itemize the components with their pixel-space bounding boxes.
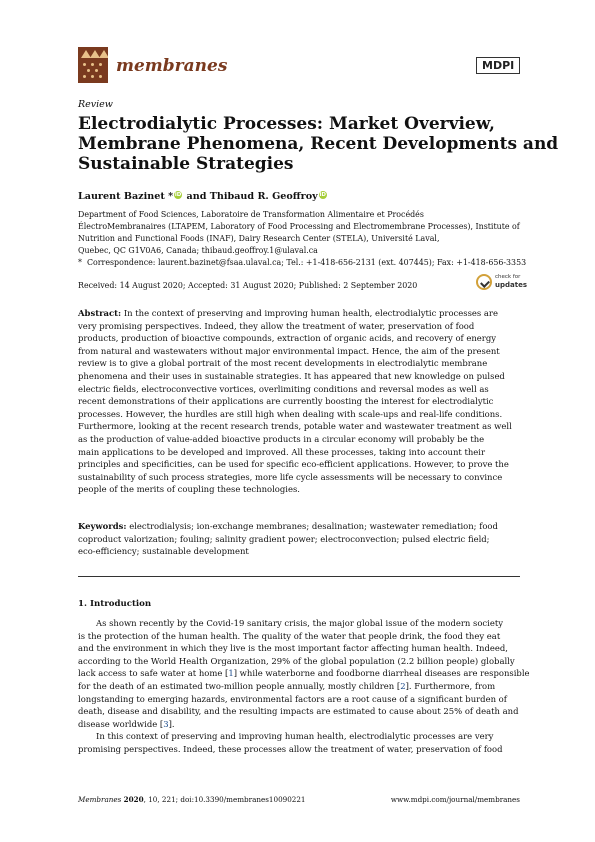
body-line: promising perspectives. Indeed, these processes allow the treatment of water, preservation of food: [78, 743, 503, 754]
publisher-logo: [476, 54, 520, 76]
title-line: Membrane Phenomena, Recent Developments and: [78, 134, 559, 154]
citation-link[interactable]: 1: [228, 668, 234, 679]
introduction-body: [78, 617, 530, 756]
footer-year: 2020: [123, 795, 144, 804]
orcid-icon[interactable]: iD: [174, 192, 182, 198]
keywords-line: eco-efficiency; sustainable development: [78, 546, 249, 557]
abstract-line: people of the merits of coupling these technologies.: [78, 484, 300, 495]
publisher-name: MDPI: [476, 57, 520, 74]
abstract-line: products, production of bioactive compounds, extraction of organic acids, and recovery of energy: [78, 333, 496, 344]
body-line: [78, 667, 530, 680]
body-line: and the environment in which they live is the most important factor affecting human health. Indeed,: [78, 643, 508, 654]
corresponding-mark: *: [168, 191, 174, 202]
abstract-line: recent demonstrations of their applications are currently boosting the interest for electrodialytic: [78, 396, 494, 407]
keywords-text: electrodialysis; ion-exchange membranes; desalination; wastewater remediation; food: [126, 521, 498, 531]
abstract-line: sustainability of such process strategies, more life cycle assessments will be necessary to convince: [78, 471, 503, 482]
affiliation-line: Department of Food Sciences, Laboratoire de Transformation Alimentaire et Procédés: [78, 210, 424, 219]
journal-logo-icon: [78, 47, 108, 83]
abstract-line: phenomena and their uses in sustainable strategies. It has appeared that new knowledge on pulsed: [78, 370, 505, 381]
footer-url[interactable]: www.mdpi.com/journal/membranes: [390, 795, 520, 804]
affiliations: [78, 209, 528, 269]
check-for-updates-button[interactable]: [476, 274, 527, 292]
body-text: disease worldwide [: [78, 718, 164, 729]
citation-link[interactable]: 2: [400, 680, 406, 691]
body-line: according to the World Health Organization, 29% of the global population (2.2 billion people) globally: [78, 655, 515, 666]
keywords-line: coproduct valorization; fouling; salinity gradient power; electroconvection; pulsed electric field;: [78, 533, 490, 544]
abstract-line: review is to give a global portrait of the most recent developments in electrodialytic membrane: [78, 358, 488, 369]
journal-name: membranes: [116, 56, 228, 76]
body-line: As shown recently by the Covid-19 sanitary crisis, the major global issue of the modern society: [96, 618, 503, 628]
author-connector: and: [186, 191, 207, 202]
correspondence: [78, 257, 528, 269]
article-title: [78, 114, 559, 174]
orcid-icon[interactable]: iD: [319, 192, 326, 198]
section-divider: [78, 576, 520, 577]
abstract-line: processes. However, the hurdles are still high when dealing with scale-ups and real-life conditions.: [78, 408, 503, 419]
body-text: lack access to safe water at home [: [78, 668, 229, 679]
abstract-line: as the production of value-added bioactive products in a circular economy will probably be the: [78, 433, 485, 444]
abstract-line: electric fields, electroconvective vortices, overlimiting conditions and reversal modes as well as: [78, 383, 489, 394]
footer-citation: [78, 795, 306, 804]
title-line: Sustainable Strategies: [78, 154, 294, 174]
abstract-line: from natural and wastewaters without major environmental impact. Hence, the aim of the present: [78, 345, 500, 356]
section-heading: 1. Introduction: [78, 599, 152, 609]
article-type: Review: [78, 99, 113, 110]
body-text: ].: [168, 718, 175, 729]
body-text: ]. Furthermore, from: [405, 680, 496, 691]
body-line: [78, 718, 520, 731]
body-line: longstanding to emerging hazards, environmental factors are a root cause of a significant burden of: [78, 693, 507, 704]
abstract-line: principles and specificities, can be used for specific eco-efficient applications. However, to prove the: [78, 459, 509, 470]
body-line: [78, 680, 520, 693]
check-updates-line2: updates: [495, 281, 527, 289]
abstract-text: In the context of preserving and improving human health, electrodialytic processes are: [121, 308, 498, 318]
publication-dates: Received: 14 August 2020; Accepted: 31 August 2020; Published: 2 September 2020: [78, 281, 418, 290]
abstract-line: Furthermore, looking at the recent research trends, potable water and wastewater treatment as well: [78, 421, 512, 432]
author-name[interactable]: Laurent Bazinet: [78, 191, 165, 202]
footer-journal: Membranes: [78, 795, 122, 804]
abstract-label: Abstract:: [78, 308, 122, 318]
check-updates-line1: check for: [495, 274, 521, 280]
footer-doi: , 10, 221; doi:10.3390/membranes10090221: [143, 795, 306, 804]
abstract-line: [78, 307, 520, 320]
body-line: In this context of preserving and improving human health, electrodialytic processes are very: [96, 731, 494, 742]
keywords-line: [78, 520, 520, 533]
author-list: [78, 191, 328, 202]
citation-link[interactable]: 3: [163, 718, 169, 729]
abstract-line: very promising perspectives. Indeed, they allow the treatment of water, preservation of food: [78, 320, 475, 331]
keywords-label: Keywords:: [78, 521, 127, 531]
keywords: [78, 520, 520, 558]
author-name[interactable]: Thibaud R. Geoffroy: [209, 191, 318, 202]
title-line: Electrodialytic Processes: Market Overview,: [78, 114, 495, 134]
affiliation-line: Nutrition and Functional Foods (INAF), Dairy Research Center (STELA), Université Laval,: [78, 234, 440, 243]
correspondence-text: Correspondence: laurent.bazinet@fsaa.ulaval.ca; Tel.: +1-418-656-2131 (ext. 407445); Fax: +1-418-656-3353: [86, 258, 527, 267]
body-line: death, disease and disability, and the resulting impacts are estimated to cause about 25% of death and: [78, 706, 519, 717]
body-line: is the protection of the human health. The quality of the water that people drink, the food they eat: [78, 630, 501, 641]
abstract: [78, 307, 520, 496]
body-text: for the death of an estimated two-million people annually, mostly children [: [78, 680, 401, 691]
correspondence-mark: *: [78, 258, 82, 267]
abstract-line: main applications to be developed and improved. All these processes, taking into account their: [78, 446, 486, 457]
affiliation-line: ÉlectroMembranaires (LTAPEM, Laboratory of Food Processing and Electromembrane Processes), Institute of: [78, 222, 520, 231]
body-text: ] while waterborne and foodborne diarrheal diseases are responsible: [233, 668, 530, 679]
affiliation-line: Quebec, QC G1V0A6, Canada; thibaud.geoffroy.1@ulaval.ca: [78, 246, 318, 255]
check-updates-icon: [476, 274, 492, 290]
